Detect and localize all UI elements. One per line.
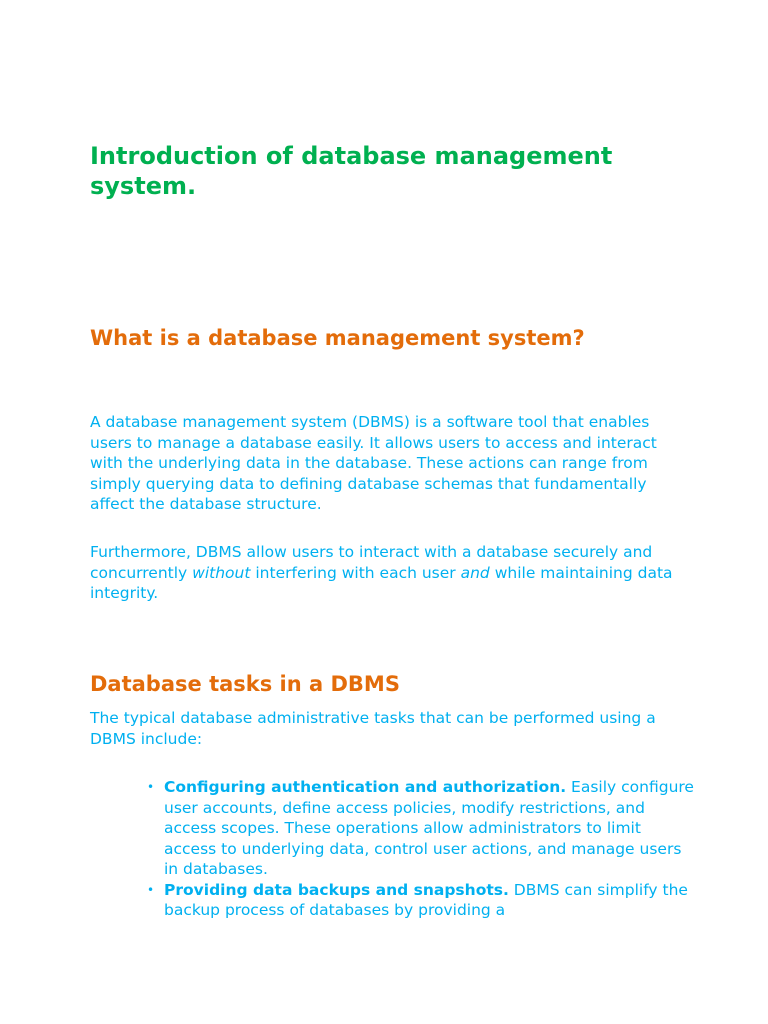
section-heading-what-is-dbms: What is a database management system? — [90, 326, 585, 350]
emphasis-text: without — [192, 563, 251, 582]
list-item-text: Easily configure user accounts, define access policies, modify restrictions, and access scopes. These operations allow administrators to limit access to underlying data, control user actions, and manage users in databases. — [164, 778, 694, 878]
page-title: Introduction of database management system. — [90, 142, 613, 200]
paragraph-dbms-definition: A database management system (DBMS) is a software tool that enables users to manage a database easily. It allows users to access and interact with the underlying data in the database. These actions can range from simply querying data to defining database schemas that fundamentally affect the database structure. — [90, 413, 657, 513]
section-heading-database-tasks: Database tasks in a DBMS — [90, 672, 400, 696]
emphasis-text: and — [460, 563, 490, 582]
text-run: while maintaining data integrity. — [90, 563, 673, 602]
task-list — [90, 777, 694, 921]
list-item-title: Providing data backups and snapshots. — [164, 880, 509, 899]
list-item — [164, 777, 694, 880]
text-run: Furthermore, DBMS allow users to interact with a database securely and concurrently — [90, 543, 653, 582]
paragraph-dbms-concurrency — [90, 542, 686, 604]
list-item-text: DBMS can simplify the backup process of databases by providing a — [164, 880, 688, 919]
list-item-title: Configuring authentication and authorization. — [164, 778, 567, 796]
paragraph-tasks-intro: The typical database administrative tasks that can be performed using a DBMS include: — [90, 709, 656, 748]
text-run: interfering with each user — [250, 563, 461, 582]
list-item — [164, 880, 694, 921]
